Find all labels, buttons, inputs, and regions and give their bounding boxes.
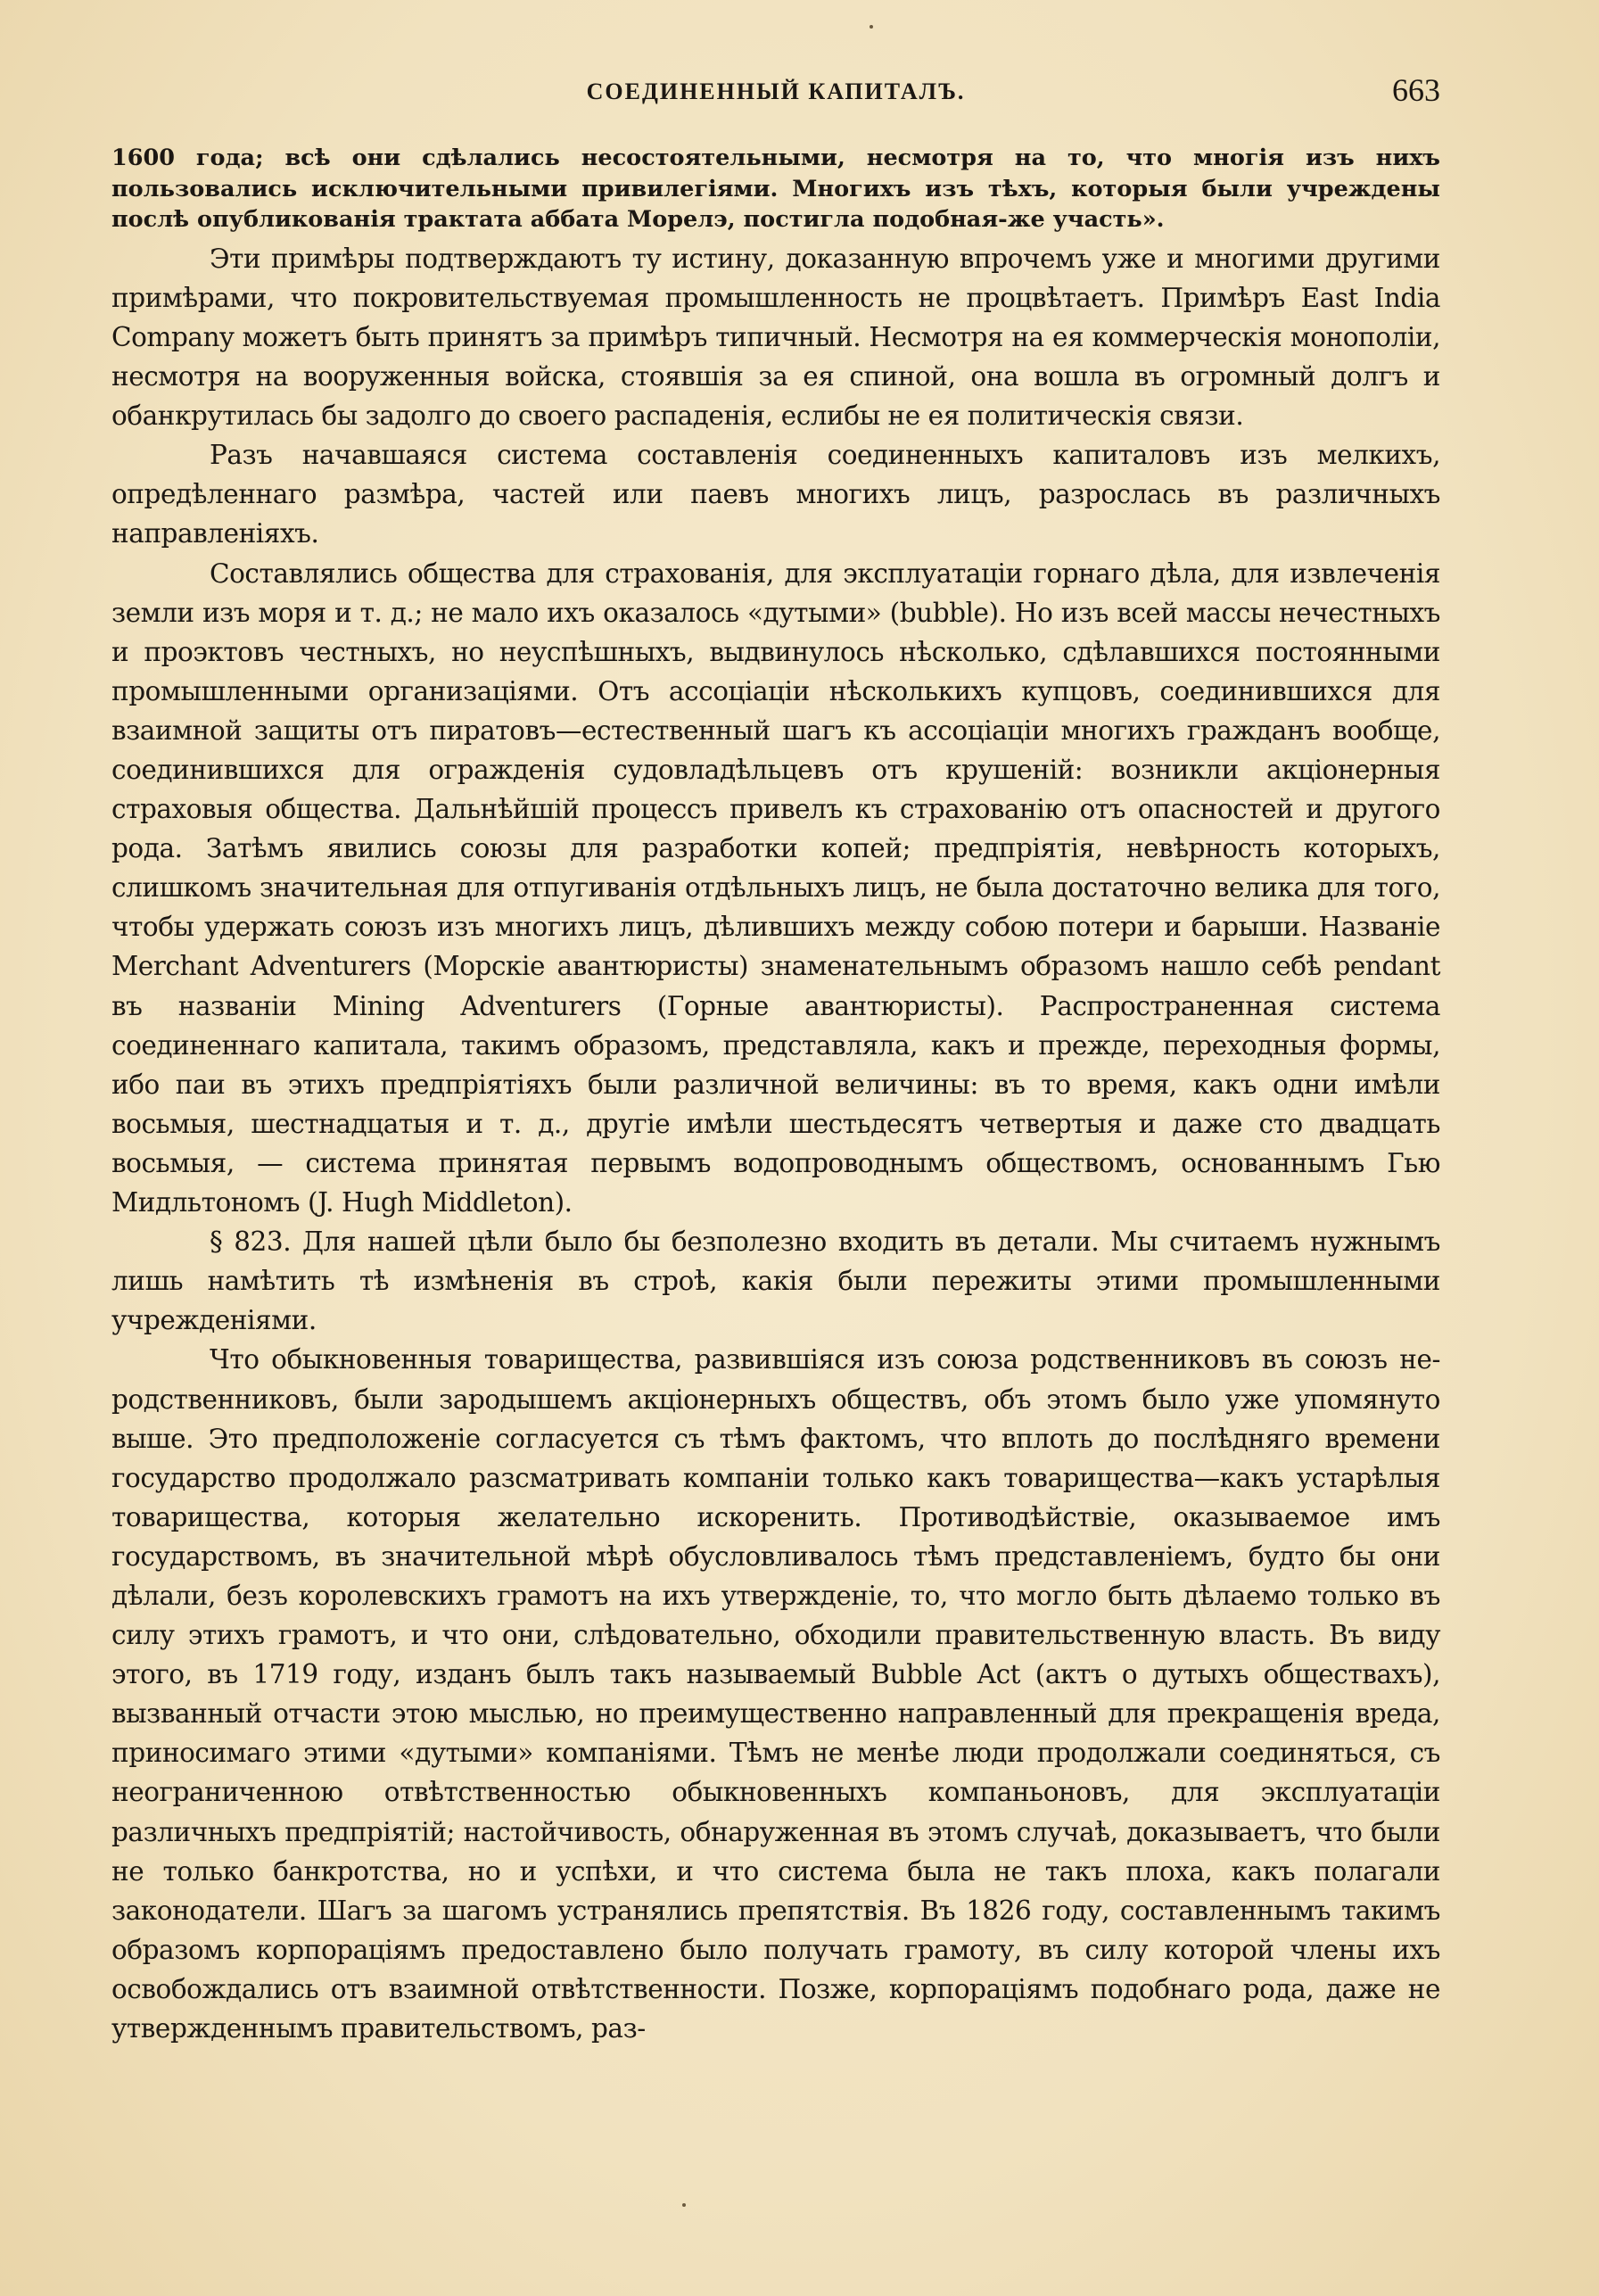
page-header (111, 71, 1440, 116)
paper-speck (870, 25, 873, 29)
paragraph-partnerships: Что обыкновенныя товарищества, развившіяся изъ союза родственниковъ въ союзъ не-родственниковъ, были зародышемъ акціонерныхъ обществъ, объ этомъ было уже упомянуто выше. Это предположеніе согласуется съ тѣмъ фактомъ, что вплоть до послѣдняго времени государство продолжало разсматривать компаніи только какъ товарищества—какъ устарѣлыя товарищества, которыя желательно искоренить. Противодѣйствіе, оказываемое имъ государствомъ, въ значительной мѣрѣ обусловливалось тѣмъ представленіемъ, будто бы они дѣлали, безъ королевскихъ грамотъ на ихъ утвержденіе, то, что могло быть дѣлаемо только въ силу этихъ грамотъ, и что они, слѣдовательно, обходили правительственную власть. Въ виду этого, въ 1719 году, изданъ былъ такъ называемый Bubble Act (актъ о дутыхъ обществахъ), вызванный отчасти этою мыслью, но преимущественно направленный для прекращенія вреда, приносимаго этими «дутыми» компаніями. Тѣмъ не менѣе люди продолжали соединяться, съ неограниченною отвѣтственностью обыкновенныхъ компаньоновъ, для эксплуатаціи различныхъ предпріятій; настойчивость, обнаруженная въ этомъ случаѣ, доказываетъ, что были не только банкротства, но и успѣхи, и что система была не такъ плоха, какъ полагали законодатели. Шагъ за шагомъ устранялись препятствія. Въ 1826 году, составленнымъ такимъ образомъ корпораціямъ предоставлено было получать грамоту, въ силу которой члены ихъ освобождались отъ взаимной отвѣтственности. Позже, корпораціямъ подобнаго рода, даже не утвержденнымъ правительствомъ, раз- (111, 1344, 1440, 2044)
paragraph-system: Разъ начавшаяся система составленія соединенныхъ капиталовъ изъ мелкихъ, опредѣленнаго размѣра, частей или паевъ многихъ лицъ, разрослась въ различныхъ направленіяхъ. (111, 440, 1440, 549)
paragraph-section-823: § 823. Для нашей цѣли было бы безполезно входить въ детали. Мы считаемъ нужнымъ лишь намѣтить тѣ измѣненія въ строѣ, какія были пережиты этими промышленными учрежденіями. (111, 1226, 1440, 1336)
page-number: 663 (1392, 72, 1440, 108)
paragraph-societies: Составлялись общества для страхованія, для эксплуатаціи горнаго дѣла, для извлеченія земли изъ моря и т. д.; не мало ихъ оказалось «дутыми» (bubble). Но изъ всей массы нечестныхъ и проэктовъ честныхъ, но неуспѣшныхъ, выдвинулось нѣсколько, сдѣлавшихся постоянными промышленными организаціями. Отъ ассоціаціи нѣсколькихъ купцовъ, соединившихся для взаимной защиты отъ пиратовъ—естественный шагъ къ ассоціаціи многихъ гражданъ вообще, соединившихся для огражденія судовладѣльцевъ отъ крушеній: возникли акціонерныя страховыя общества. Дальнѣйшій процессъ привелъ къ страхованію отъ опасностей и другого рода. Затѣмъ явились союзы для разработки копей; предпріятія, невѣрность которыхъ, слишкомъ значительная для отпугиванія отдѣльныхъ лицъ, не была достаточно велика для того, чтобы удержать союзъ изъ многихъ лицъ, дѣлившихъ между собою потери и барыши. Названіе Merchant Adventurers (Морскіе авантюристы) знаменательнымъ образомъ нашло себѣ pendant въ названіи Mining Adventurers (Горные авантюристы). Распространенная система соединеннаго капитала, такимъ образомъ, представляла, какъ и прежде, переходныя формы, ибо паи въ этихъ предпріятіяхъ были различной величины: въ то время, какъ одни имѣли восьмыя, шестнадцатыя и т. д., другіе имѣли шестьдесятъ четвертыя и даже сто двадцать восьмыя, — система принятая первымъ водопроводнымъ обществомъ, основаннымъ Гью Мидльтономъ (J. Hugh Middleton). (111, 557, 1440, 1218)
running-title: СОЕДИНЕННЫЙ КАПИТАЛЪ. (586, 78, 966, 104)
paragraph-quote-end: 1600 года; всѣ они сдѣлались несостоятельными, несмотря на то, что многія изъ нихъ пользовались исключительными привилегіями. Многихъ изъ тѣхъ, которыя были учреждены послѣ опубликованія трактата аббата Морелэ, постигла подобная-же участь». (111, 145, 1440, 234)
paragraph-examples: Эти примѣры подтверждаютъ ту истину, доказанную впрочемъ уже и многими другими примѣрами, что покровительствуемая промышленность не процвѣтаетъ. Примѣръ East India Company можетъ быть принятъ за примѣръ типичный. Несмотря на ея коммерческія монополіи, несмотря на вооруженныя войска, стоявшія за ея спиной, она вошла въ огромный долгъ и обанкрутилась бы задолго до своего распаденія, еслибы не ея политическія связи. (111, 243, 1440, 432)
body-text (111, 143, 1440, 2048)
paper-speck (682, 2203, 686, 2207)
